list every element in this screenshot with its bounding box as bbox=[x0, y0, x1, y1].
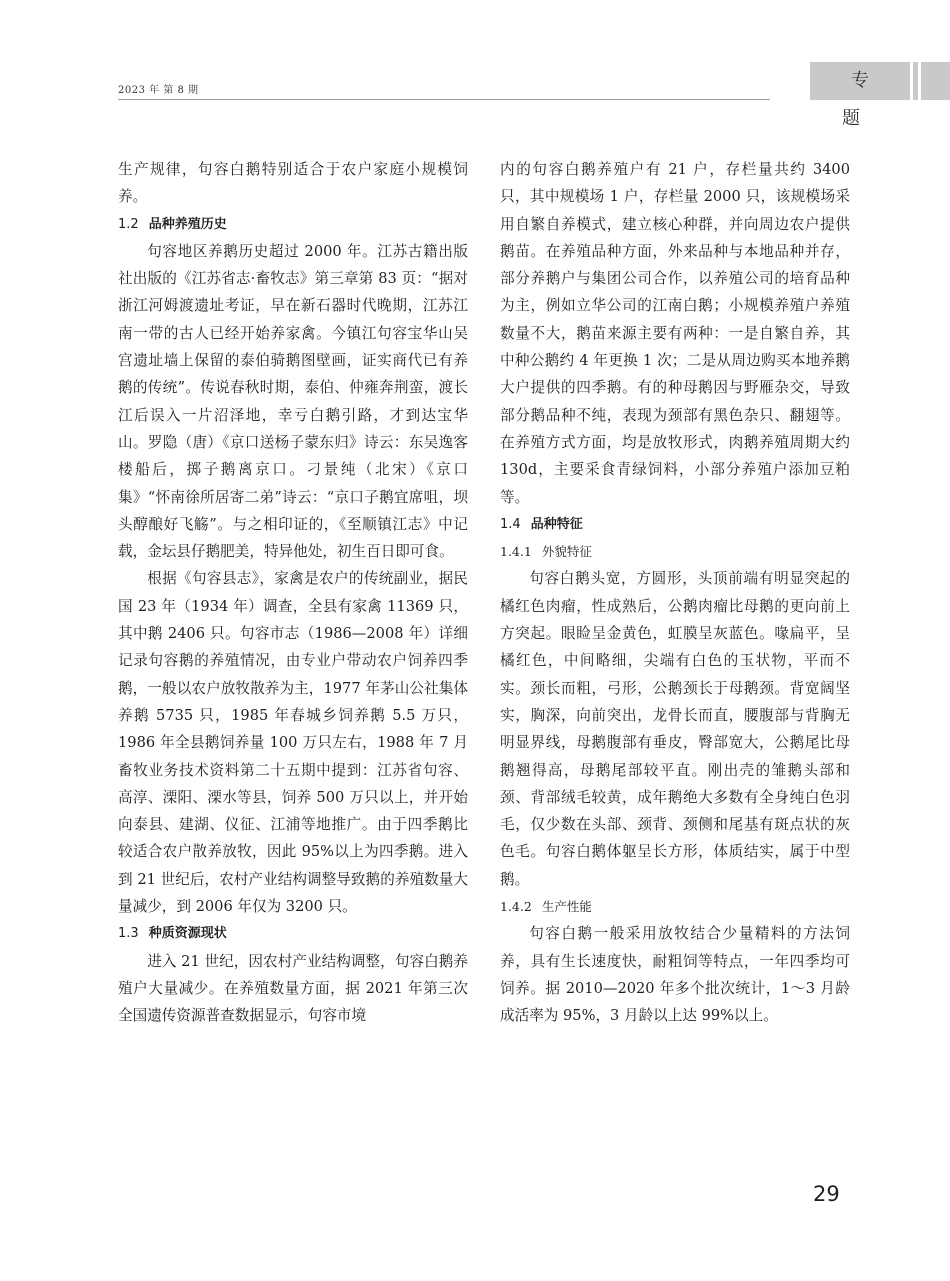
section-tag: 专 题 bbox=[810, 62, 910, 100]
heading-title: 种质资源现状 bbox=[148, 926, 227, 942]
paragraph: 生产规律，句容白鹅特别适合于农户家庭小规模饲养。 bbox=[118, 161, 468, 206]
right-column bbox=[500, 156, 850, 1030]
heading-number: 1.4 bbox=[500, 516, 521, 532]
section-heading-1-2 bbox=[118, 211, 468, 238]
header-bar-2 bbox=[921, 62, 950, 100]
subsection-heading-1-4-1 bbox=[500, 538, 850, 565]
paragraph: 进入 21 世纪，因农村产业结构调整，句容白鹅养殖户大量减少。在养殖数量方面，据 2021 年第三次全国遗传资源普查数据显示，句容市境 bbox=[118, 952, 468, 1025]
page-header bbox=[0, 0, 950, 129]
heading-title: 品种特征 bbox=[530, 516, 583, 532]
header-bar-1 bbox=[913, 62, 918, 100]
header-rule bbox=[118, 99, 770, 100]
left-column bbox=[118, 156, 468, 1030]
paragraph: 句容白鹅头宽，方圆形，头顶前端有明显突起的橘红色肉瘤，性成熟后，公鹅肉瘤比母鹅的更向前上方突起。眼睑呈金黄色，虹膜呈灰蓝色。喙扁平，呈橘红色，中间略细，尖端有白色的玉状物，平而不实。颈长而粗，弓形，公鹅颈长于母鹅颈。背宽阔坚实，胸深，向前突出，龙骨长而直，腰腹部与背胸无明显界线，母鹅腹部有垂皮，臀部宽大，公鹅尾比母鹅翘得高，母鹅尾部较平直。刚出壳的雏鹅头部和颈、背部绒毛较黄，成年鹅绝大多数有全身纯白色羽毛，仅少数在头部、颈背、颈侧和尾基有斑点状的灰色毛。句容白鹅体躯呈长方形，体质结实，属于中型鹅。 bbox=[500, 570, 850, 888]
paragraph: 内的句容白鹅养殖户有 21 户，存栏量共约 3400 只，其中规模场 1 户，存栏量 2000 只，该规模场采用自繁自养模式，建立核心种群，并向周边农户提供鹅苗。在养殖品种方面，外来品种与本地品种并存，部分养鹅户与集团公司合作，以养殖公司的培育品种为主，例如立华公司的江南白鹅；小规模养殖户养殖数量不大，鹅苗来源主要有两种：一是自繁自养，其中种公鹅约 4 年更换 1 次；二是从周边购买本地养鹅大户提供的四季鹅。有的种母鹅因与野雁杂交，导致部分鹅品种不纯，表现为颈部有黑色杂只、翻翅等。在养殖方式方面，均是放牧形式，肉鹅养殖周期大约 130d，主要采食青绿饲料，小部分养殖户添加豆粕等。 bbox=[500, 161, 850, 506]
subsection-heading-1-4-2 bbox=[500, 893, 850, 920]
heading-number: 1.2 bbox=[118, 216, 139, 232]
paragraph: 根据《句容县志》，家禽是农户的传统副业，据民国 23 年（1934 年）调查，全县有家禽 11369 只，其中鹅 2406 只。句容市志（1986—2008 年）详细记录句容鹅的养殖情况，由专业户带动农户饲养四季鹅，一般以农户放牧散养为主，1977 年茅山公社集体养鹅 5735 只，1985 年春城乡饲养鹅 5.5 万只，1986 年全县鹅饲养量 100 万只左右，1988 年 7 月畜牧业务技术资料第二十五期中提到：江苏省句容、高淳、溧阳、溧水等县，饲养 500 万只以上，并开始向泰县、建湖、仪征、江浦等地推广。由于四季鹅比较适合农户散养放牧，因此 95%以上为四季鹅。进入到 21 世纪后，农村产业结构调整导致鹅的养殖数量大量减少，到 2006 年仅为 3200 只。 bbox=[118, 570, 468, 916]
heading-number: 1.3 bbox=[118, 926, 139, 942]
heading-title: 生产性能 bbox=[541, 899, 592, 915]
heading-title: 外貌特征 bbox=[541, 544, 592, 560]
paragraph: 句容白鹅一般采用放牧结合少量精料的方法饲养，具有生长速度快，耐粗饲等特点，一年四季均可饲养。据 2010—2020 年多个批次统计，1～3 月龄成活率为 95%，3 月龄以上达 99%以上。 bbox=[500, 925, 850, 1025]
section-heading-1-3 bbox=[118, 920, 468, 947]
heading-title: 品种养殖历史 bbox=[148, 216, 227, 232]
section-heading-1-4 bbox=[500, 511, 850, 538]
heading-number: 1.4.2 bbox=[500, 899, 532, 915]
paragraph: 句容地区养鹅历史超过 2000 年。江苏古籍出版社出版的《江苏省志·畜牧志》第三章第 83 页：“据对浙江河姆渡遗址考证，早在新石器时代晚期，江苏江南一带的古人已经开始养家禽。今镇江句容宝华山吴宫遗址墙上保留的泰伯骑鹅图壁画，证实商代已有养鹅的传统”。传说春秋时期，泰伯、仲雍奔荆蛮，渡长江后误入一片沼泽地，幸亏白鹅引路，才到达宝华山。罗隐（唐）《京口送杨子蒙东归》诗云：东吴逸客楼船后，掷子鹅离京口。刁景纯（北宋）《京口集》“怀南徐所居寄二弟”诗云：“京口子鹅宜席咀，坝头醇酿好飞觞”。与之相印证的，《至顺镇江志》中记载，金坛县仔鹅肥美，特异他处，初生百日即可食。 bbox=[118, 242, 468, 561]
page-number: 29 bbox=[813, 1182, 840, 1206]
heading-number: 1.4.1 bbox=[500, 544, 532, 560]
issue-label: 2023 年 第 8 期 bbox=[118, 85, 199, 96]
